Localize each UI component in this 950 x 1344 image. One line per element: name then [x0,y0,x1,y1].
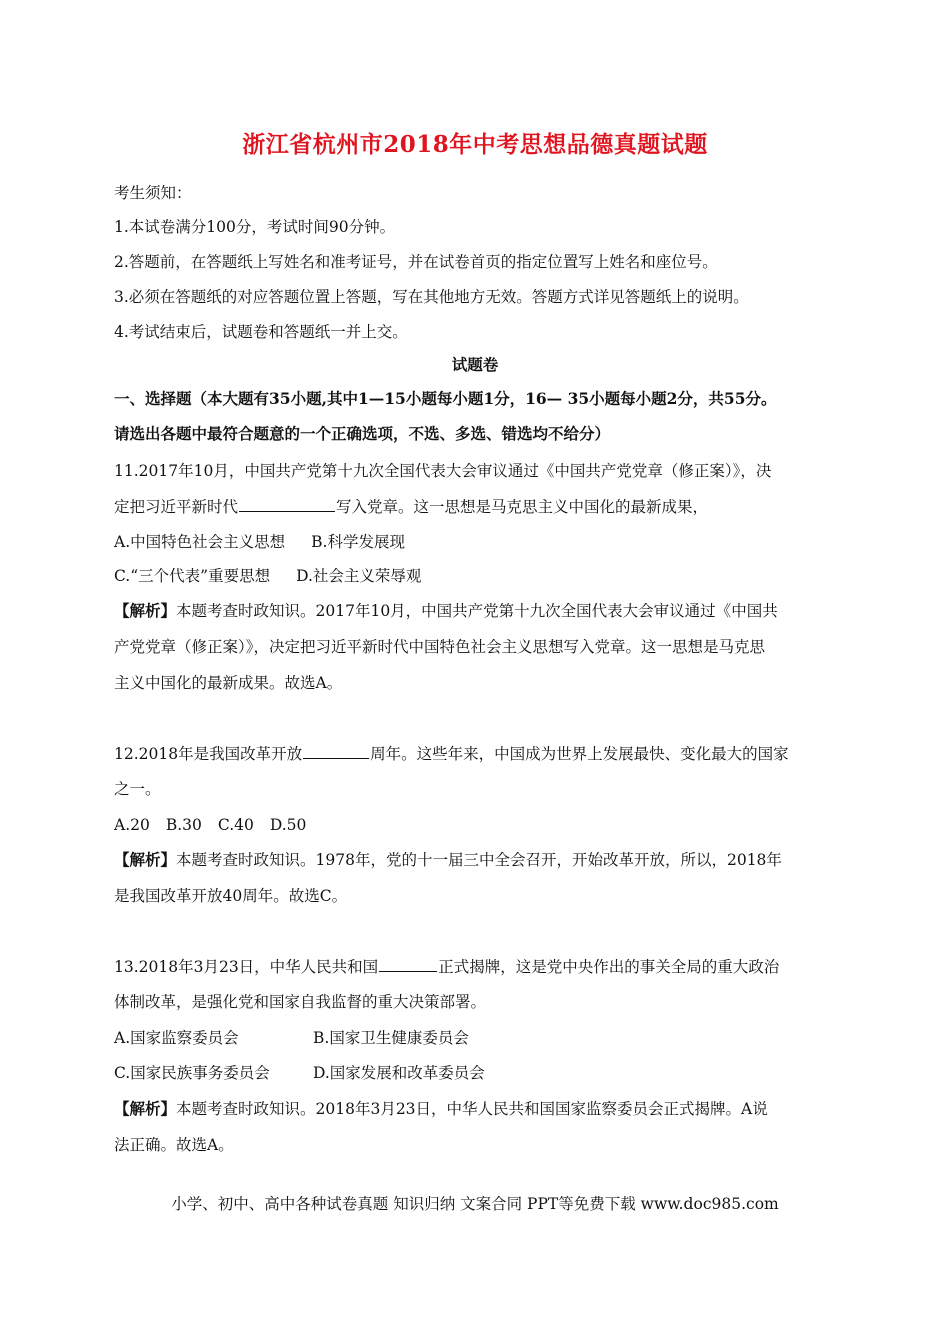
q12-analysis-line1 [114,850,782,870]
q12-analysis-tag: 【解析】 [114,850,177,869]
q11-stem-part1: 定把习近平新时代 [114,498,239,516]
q11-stem-line2 [114,496,708,517]
q13-analysis-line2: 法正确。故选A。 [114,1136,234,1154]
q11-answer-blank [239,496,335,512]
q13-options-row1 [114,1028,469,1048]
q13-options-row2 [114,1063,485,1083]
q13-stem-part1: 13.2018年3月23日，中华人民共和国 [114,958,379,976]
q13-analysis-text1: 本题考查时政知识。2018年3月23日，中华人民共和国国家监察委员会正式揭牌。A说 [176,1100,768,1118]
q13-option-c: C.国家民族事务委员会 [114,1064,270,1082]
part1-instruction-line2: 请选出各题中最符合题意的一个正确选项，不选、多选、错选均不给分） [114,424,611,443]
q13-analysis-line1 [114,1099,768,1119]
q11-stem-line1: 11.2017年10月，中国共产党第十九次全国代表大会审议通过《中国共产党党章（修正案）》，决 [114,462,772,480]
document-title: 浙江省杭州市2018年中考思想品德真题试题 [242,131,708,158]
notice-item-3: 3.必须在答题纸的对应答题位置上答题，写在其他地方无效。答题方式详见答题纸上的说明。 [114,288,749,306]
q12-stem-part1: 12.2018年是我国改革开放 [114,745,303,763]
q13-answer-blank [379,956,437,972]
q13-stem-part2: 正式揭牌，这是党中央作出的事关全局的重大政治 [438,958,780,976]
q11-option-c: C.“三个代表”重要思想 [114,567,271,585]
q12-stem-line2: 之一。 [114,780,161,798]
q13-option-d: D.国家发展和改革委员会 [313,1064,485,1082]
q11-options-row1 [114,532,405,552]
page-footer: 小学、初中、高中各种试卷真题 知识归纳 文案合同 PPT等免费下载 www.doc985.com [171,1195,779,1213]
q12-analysis-text1: 本题考查时政知识。1978年，党的十一届三中全会召开，开始改革开放，所以，2018年 [176,851,782,869]
q12-answer-blank [303,743,369,759]
q11-option-d: D.社会主义荣辱观 [296,567,422,585]
q12-option-d: D.50 [269,816,307,834]
q12-analysis-line2: 是我国改革开放40周年。故选C。 [114,887,348,905]
q11-stem-part2: 写入党章。这一思想是马克思主义中国化的最新成果， [336,498,709,516]
q11-analysis-line1 [114,601,778,621]
q11-options-row2 [114,566,421,586]
q12-stem-line1 [114,743,789,764]
q12-options-row [114,815,306,835]
q11-analysis-line3: 主义中国化的最新成果。故选A。 [114,674,343,692]
q13-stem-line2: 体制改革，是强化党和国家自我监督的重大决策部署。 [114,993,487,1011]
q12-stem-part2: 周年。这些年来，中国成为世界上发展最快、变化最大的国家 [370,745,789,763]
notice-item-2: 2.答题前，在答题纸上写姓名和准考证号，并在试卷首页的指定位置写上姓名和座位号。 [114,253,718,271]
q13-stem-line1 [114,956,779,977]
q11-analysis-tag: 【解析】 [114,601,177,620]
section-title: 试题卷 [451,355,499,374]
q13-analysis-tag: 【解析】 [114,1099,177,1118]
q13-option-a: A.国家监察委员会 [114,1029,239,1047]
q11-option-a: A.中国特色社会主义思想 [114,533,286,551]
q13-option-b: B.国家卫生健康委员会 [313,1029,469,1047]
q12-option-a: A.20 [114,816,150,834]
q11-analysis-line2: 产党党章（修正案）》，决定把习近平新时代中国特色社会主义思想写入党章。这一思想是马克思 [114,638,766,656]
q11-analysis-text1: 本题考查时政知识。2017年10月，中国共产党第十九次全国代表大会审议通过《中国共 [176,602,778,620]
part1-instruction-line1: 一、选择题（本大题有35小题,其中1—15小题每小题1分，16— 35小题每小题2分，共55分。 [114,389,777,408]
q12-option-b: B.30 [165,816,202,834]
notice-item-4: 4.考试结束后，试题卷和答题纸一并上交。 [114,323,408,341]
notice-heading: 考生须知： [114,184,192,202]
q12-option-c: C.40 [217,816,254,834]
q11-option-b: B.科学发展现 [311,533,405,551]
notice-item-1: 1.本试卷满分100分，考试时间90分钟。 [114,218,396,236]
